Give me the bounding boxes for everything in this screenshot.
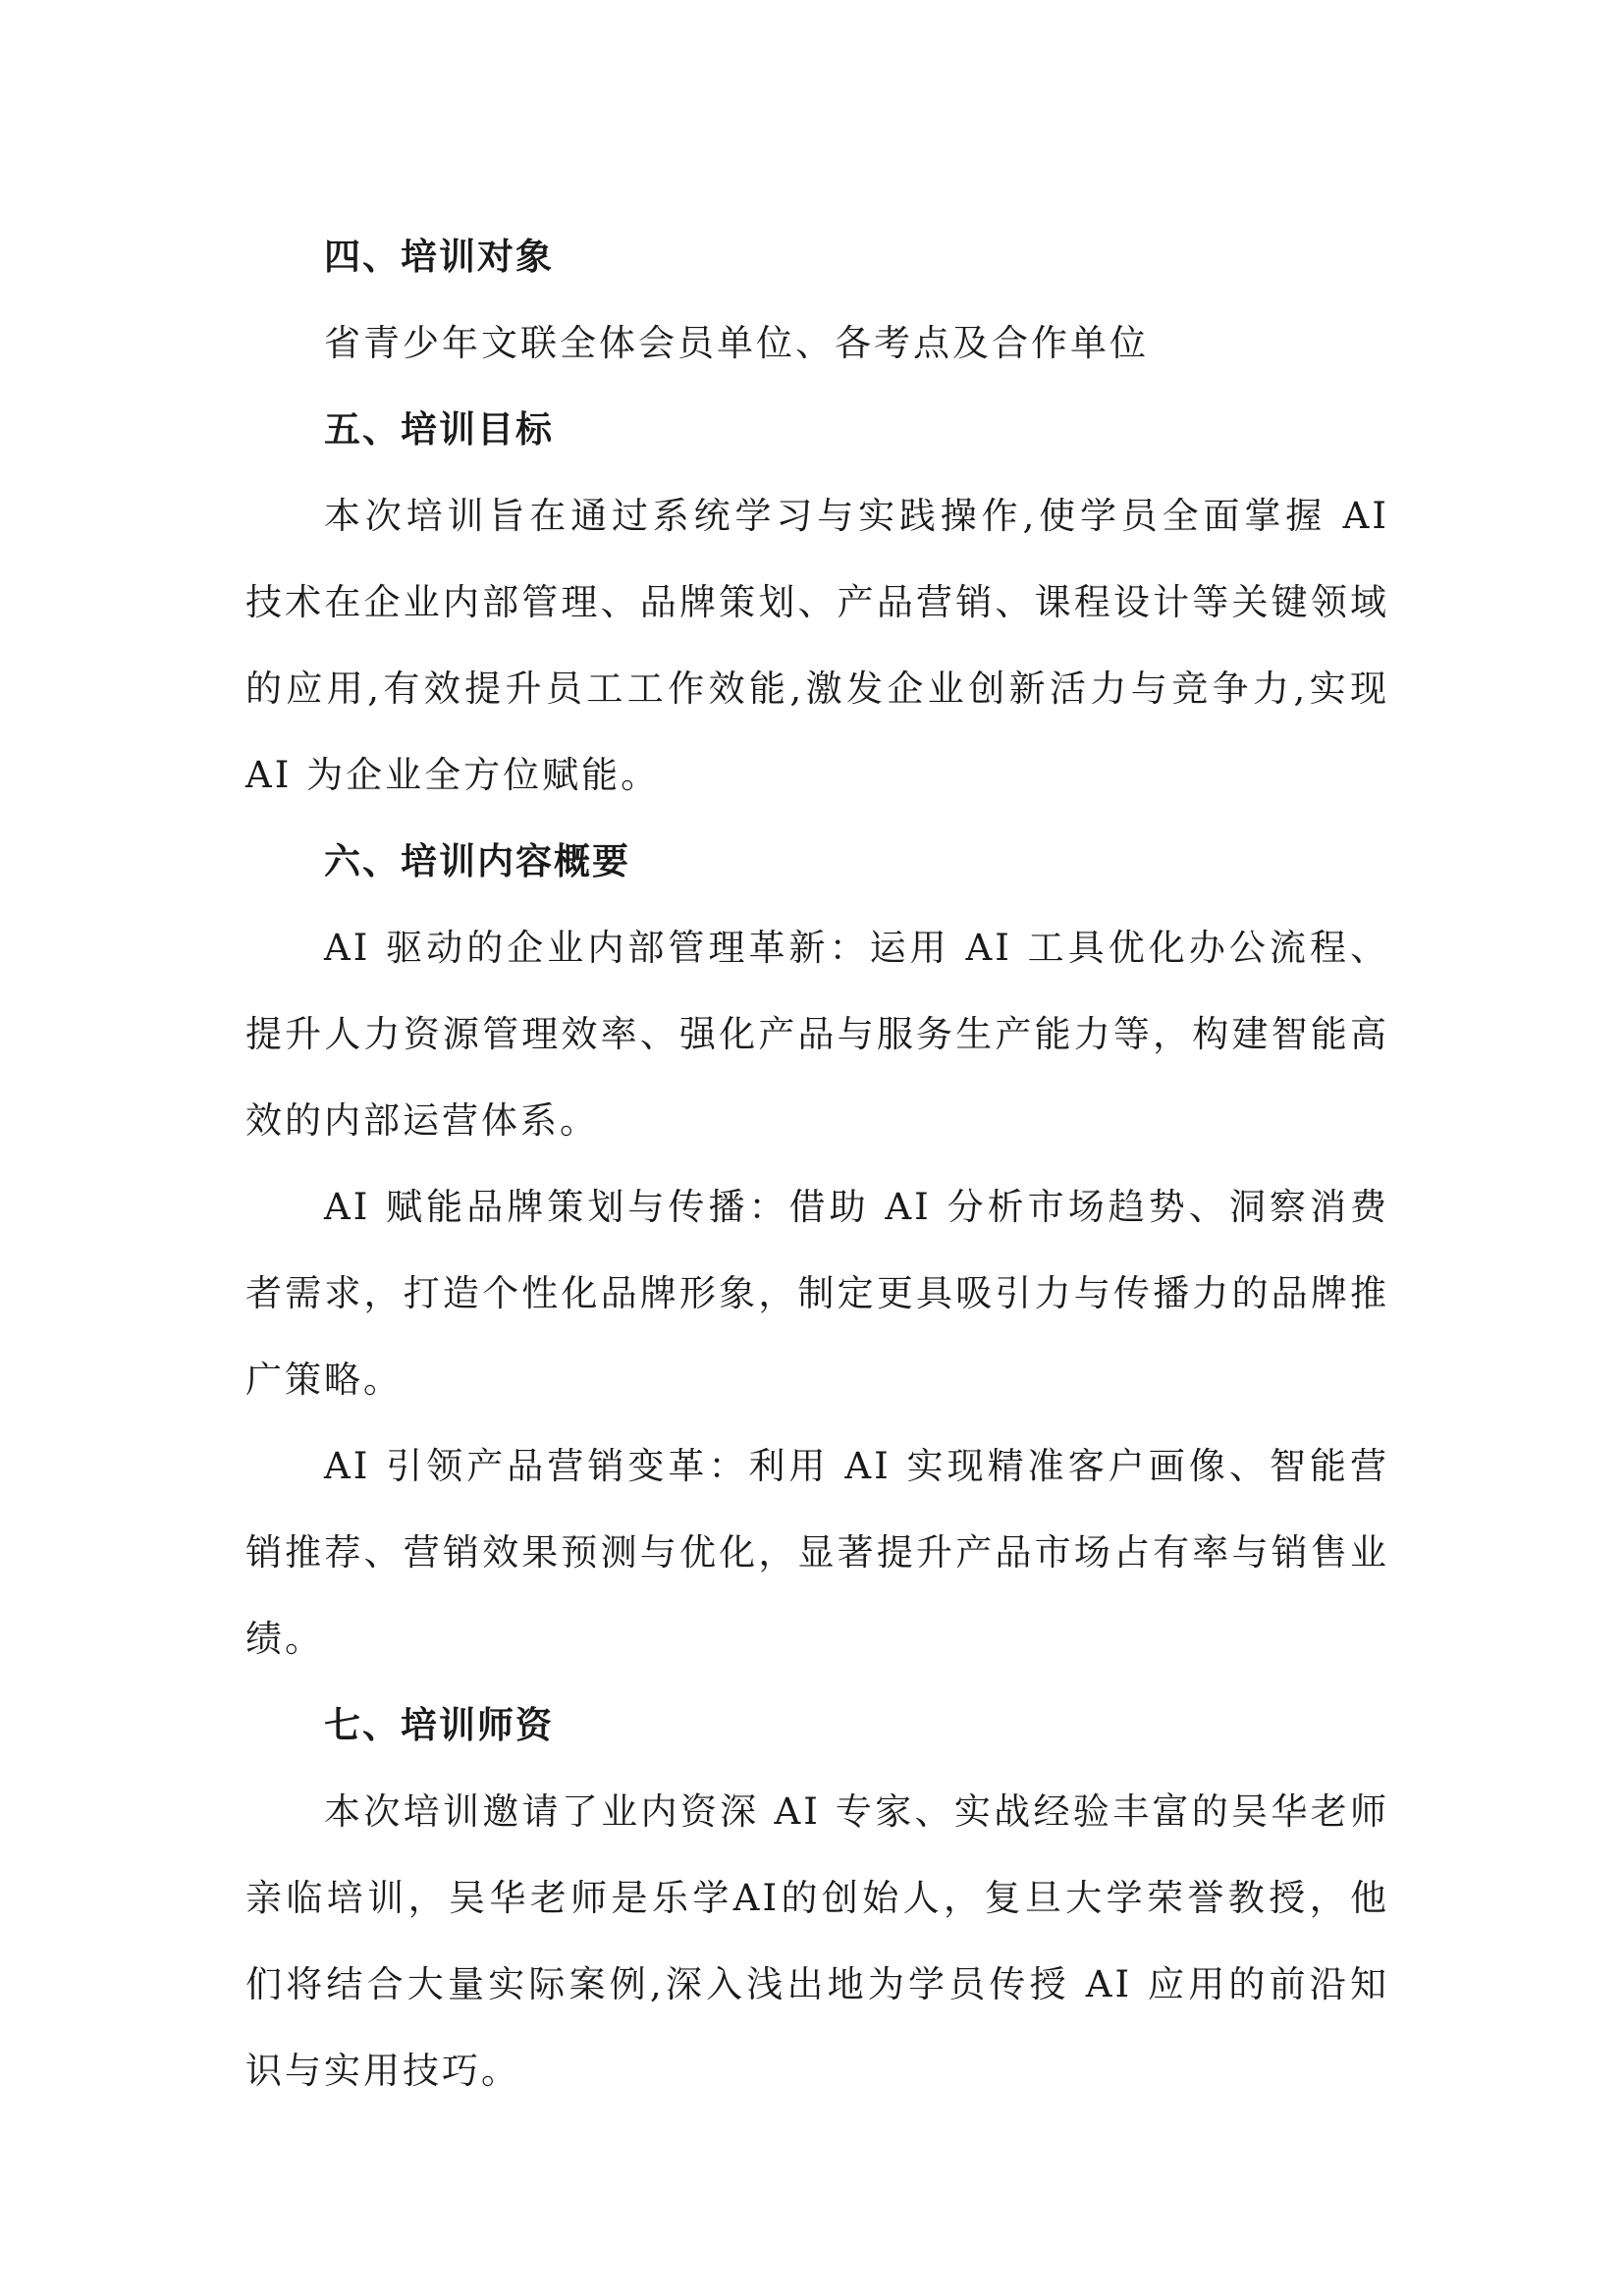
paragraph: AI 引领产品营销变革：利用 AI 实现精准客户画像、智能营销推荐、营销效果预测与优化，显著提升产品市场占有率与销售业绩。	[245, 1445, 1389, 1660]
paragraph: 省青少年文联全体会员单位、各考点及合作单位	[324, 322, 1149, 364]
paragraph: AI 赋能品牌策划与传播：借助 AI 分析市场趋势、洞察消费者需求，打造个性化品牌形象，制定更具吸引力与传播力的品牌推广策略。	[245, 1186, 1389, 1401]
section-training-audience	[245, 214, 1389, 387]
section-heading: 四、培训对象	[324, 236, 554, 278]
section-heading: 七、培训师资	[324, 1704, 554, 1746]
section-heading: 六、培训内容概要	[324, 840, 630, 882]
paragraph: 本次培训邀请了业内资深 AI 专家、实战经验丰富的吴华老师亲临培训，吴华老师是乐学AI的创始人，复旦大学荣誉教授，他们将结合大量实际案例,深入浅出地为学员传授 AI 应用的前沿知识与实用技巧。	[245, 1790, 1389, 2092]
section-training-content	[245, 819, 1389, 1682]
paragraph: AI 驱动的企业内部管理革新：运用 AI 工具优化办公流程、提升人力资源管理效率、强化产品与服务生产能力等，构建智能高效的内部运营体系。	[245, 927, 1389, 1142]
section-training-goals	[245, 387, 1389, 819]
section-training-faculty	[245, 1682, 1389, 2114]
section-heading: 五、培训目标	[324, 408, 554, 451]
document-page	[245, 214, 1389, 2114]
paragraph: 本次培训旨在通过系统学习与实践操作,使学员全面掌握 AI 技术在企业内部管理、品牌策划、产品营销、课程设计等关键领域的应用,有效提升员工工作效能,激发企业创新活力与竞争力,实现 AI 为企业全方位赋能。	[245, 495, 1389, 796]
